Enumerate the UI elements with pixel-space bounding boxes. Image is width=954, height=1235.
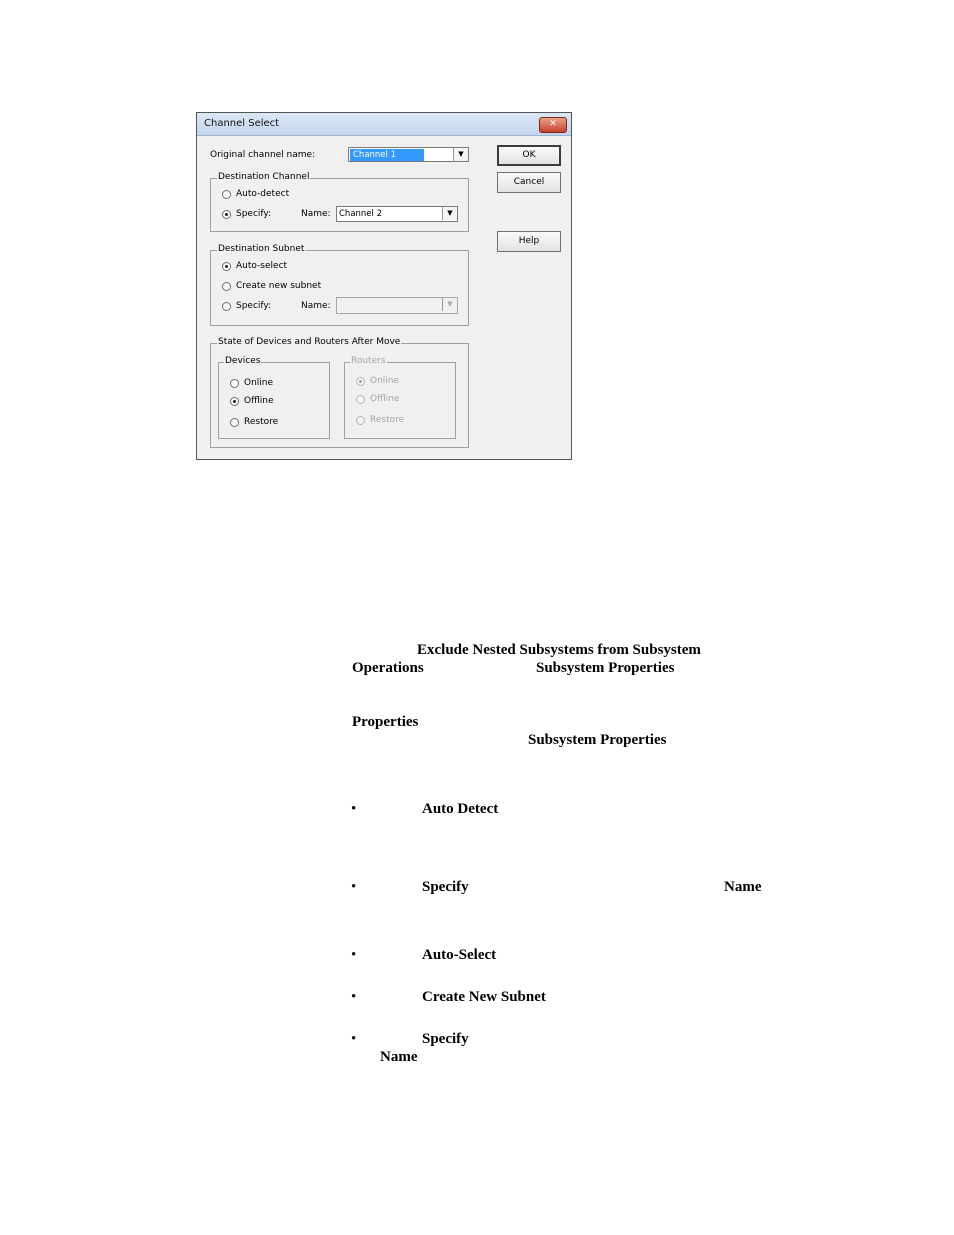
routers-group [344, 356, 456, 439]
auto-select-radio[interactable] [222, 262, 231, 271]
channel-name-value: Channel 2 [339, 209, 383, 219]
routers-restore-label: Restore [370, 415, 405, 425]
auto-detect-label: Auto-detect [236, 189, 290, 199]
close-icon[interactable]: ✕ [539, 117, 567, 133]
dialog-titlebar[interactable] [197, 113, 571, 136]
help-button[interactable]: Help [497, 231, 561, 252]
subsystem-properties-term-1: Subsystem Properties [536, 660, 675, 676]
destination-subnet-legend: Destination Subnet [218, 244, 305, 254]
chevron-down-icon[interactable]: ▼ [442, 207, 457, 220]
ok-button[interactable]: OK [497, 145, 561, 166]
subnet-name-label: Name: [301, 301, 331, 311]
specify-term-2: Specify [422, 1031, 469, 1047]
auto-select-term: Auto-Select [422, 947, 497, 963]
properties-term: Properties [352, 714, 419, 730]
specify-channel-radio[interactable] [222, 210, 231, 219]
devices-legend: Devices [225, 356, 261, 366]
bullet-icon: • [351, 989, 357, 1005]
destination-channel-group [210, 172, 469, 232]
destination-subnet-group [210, 244, 469, 326]
original-channel-combo[interactable] [348, 147, 469, 162]
name-term-1: Name [724, 879, 762, 895]
chevron-down-icon[interactable]: ▼ [442, 298, 457, 311]
create-new-subnet-term: Create New Subnet [422, 989, 546, 1005]
subnet-name-combo[interactable] [336, 297, 458, 314]
channel-name-label: Name: [301, 209, 331, 219]
specify-channel-label: Specify: [236, 209, 272, 219]
bullet-icon: • [351, 801, 357, 817]
devices-offline-radio[interactable] [230, 397, 239, 406]
routers-offline-label: Offline [370, 394, 400, 404]
specify-subnet-label: Specify: [236, 301, 272, 311]
specify-term-1: Specify [422, 879, 469, 895]
auto-detect-term: Auto Detect [422, 801, 499, 817]
specify-subnet-radio[interactable] [222, 302, 231, 311]
cancel-button[interactable]: Cancel [497, 172, 561, 193]
routers-online-label: Online [370, 376, 400, 386]
state-after-move-legend: State of Devices and Routers After Move [218, 337, 401, 347]
destination-channel-legend: Destination Channel [218, 172, 310, 182]
original-channel-value: Channel 1 [350, 149, 424, 161]
devices-group [218, 356, 330, 439]
auto-detect-radio[interactable] [222, 190, 231, 199]
devices-online-label: Online [244, 378, 274, 388]
devices-offline-label: Offline [244, 396, 274, 406]
routers-restore-radio[interactable] [356, 416, 365, 425]
subsystem-properties-term-2: Subsystem Properties [528, 732, 667, 748]
auto-select-label: Auto-select [236, 261, 288, 271]
bullet-icon: • [351, 879, 357, 895]
channel-name-combo[interactable] [336, 206, 458, 222]
bullet-icon: • [351, 1031, 357, 1047]
state-after-move-group [210, 337, 469, 448]
chevron-down-icon[interactable]: ▼ [453, 148, 468, 161]
exclude-nested-term: Exclude Nested Subsystems from Subsystem [417, 642, 701, 658]
dialog-title: Channel Select [204, 118, 280, 129]
operations-term: Operations [352, 660, 424, 676]
devices-online-radio[interactable] [230, 379, 239, 388]
routers-online-radio[interactable] [356, 377, 365, 386]
create-new-subnet-label: Create new subnet [236, 281, 322, 291]
routers-offline-radio[interactable] [356, 395, 365, 404]
routers-legend: Routers [351, 356, 386, 366]
create-new-subnet-radio[interactable] [222, 282, 231, 291]
devices-restore-label: Restore [244, 417, 279, 427]
original-channel-label: Original channel name: [210, 150, 316, 160]
bullet-icon: • [351, 947, 357, 963]
devices-restore-radio[interactable] [230, 418, 239, 427]
channel-select-dialog [196, 112, 572, 460]
name-term-2: Name [380, 1049, 418, 1065]
